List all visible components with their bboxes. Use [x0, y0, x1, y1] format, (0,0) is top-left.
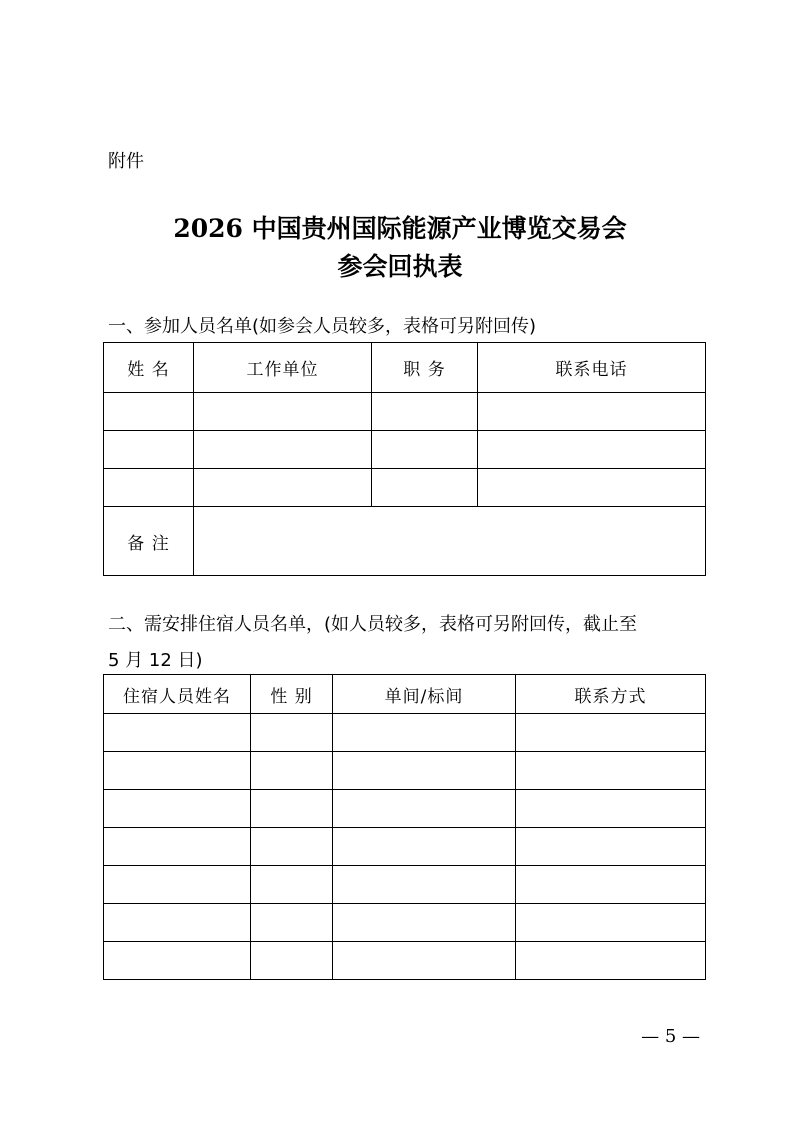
header-guest-name: 住宿人员姓名	[104, 675, 251, 714]
lodging-header-row	[104, 675, 706, 714]
attendee-phone-cell[interactable]	[478, 431, 706, 469]
attendee-phone-cell[interactable]	[478, 469, 706, 507]
lodging-row	[104, 714, 706, 752]
section2-deadline: 5 月 12 日)	[108, 650, 203, 671]
document-title: 2026 中国贵州国际能源产业博览交易会	[173, 214, 627, 243]
attendee-phone-cell[interactable]	[478, 393, 706, 431]
contact-cell[interactable]	[516, 790, 706, 828]
gender-cell[interactable]	[251, 904, 333, 942]
room-type-cell[interactable]	[333, 752, 516, 790]
room-type-cell[interactable]	[333, 866, 516, 904]
room-type-cell[interactable]	[333, 828, 516, 866]
lodging-row	[104, 828, 706, 866]
contact-cell[interactable]	[516, 866, 706, 904]
gender-cell[interactable]	[251, 714, 333, 752]
attendee-name-cell[interactable]	[104, 431, 194, 469]
guest-name-cell[interactable]	[104, 752, 251, 790]
attendee-name-cell[interactable]	[104, 393, 194, 431]
remark-cell[interactable]	[194, 507, 706, 576]
lodging-row	[104, 752, 706, 790]
remark-label: 备 注	[104, 507, 194, 576]
gender-cell[interactable]	[251, 752, 333, 790]
header-contact: 联系方式	[516, 675, 706, 714]
attendee-row	[104, 393, 706, 431]
contact-cell[interactable]	[516, 714, 706, 752]
header-name: 姓 名	[104, 343, 194, 393]
gender-cell[interactable]	[251, 866, 333, 904]
contact-cell[interactable]	[516, 942, 706, 980]
header-position: 职 务	[372, 343, 478, 393]
lodging-row	[104, 904, 706, 942]
gender-cell[interactable]	[251, 790, 333, 828]
attendee-row	[104, 469, 706, 507]
lodging-table	[103, 674, 706, 980]
section2-heading: 二、需安排住宿人员名单，(如人员较多，表格可另附回传，截止至	[108, 614, 638, 635]
guest-name-cell[interactable]	[104, 714, 251, 752]
room-type-cell[interactable]	[333, 714, 516, 752]
guest-name-cell[interactable]	[104, 904, 251, 942]
attendee-unit-cell[interactable]	[194, 393, 372, 431]
lodging-row	[104, 790, 706, 828]
header-phone: 联系电话	[478, 343, 706, 393]
attendee-header-row	[104, 343, 706, 393]
contact-cell[interactable]	[516, 828, 706, 866]
attendee-table	[103, 342, 706, 576]
gender-cell[interactable]	[251, 942, 333, 980]
attendee-row	[104, 431, 706, 469]
lodging-row	[104, 942, 706, 980]
attendee-unit-cell[interactable]	[194, 431, 372, 469]
guest-name-cell[interactable]	[104, 828, 251, 866]
page-number: — 5 —	[641, 1026, 700, 1047]
gender-cell[interactable]	[251, 828, 333, 866]
lodging-row	[104, 866, 706, 904]
attendee-position-cell[interactable]	[372, 469, 478, 507]
guest-name-cell[interactable]	[104, 790, 251, 828]
header-work-unit: 工作单位	[194, 343, 372, 393]
document-subtitle: 参会回执表	[337, 252, 463, 281]
guest-name-cell[interactable]	[104, 942, 251, 980]
guest-name-cell[interactable]	[104, 866, 251, 904]
section1-heading: 一、参加人员名单(如参会人员较多，表格可另附回传)	[108, 316, 537, 337]
attendee-position-cell[interactable]	[372, 393, 478, 431]
attendee-position-cell[interactable]	[372, 431, 478, 469]
room-type-cell[interactable]	[333, 790, 516, 828]
header-room-type: 单间/标间	[333, 675, 516, 714]
room-type-cell[interactable]	[333, 942, 516, 980]
attendee-name-cell[interactable]	[104, 469, 194, 507]
attendee-unit-cell[interactable]	[194, 469, 372, 507]
room-type-cell[interactable]	[333, 904, 516, 942]
contact-cell[interactable]	[516, 904, 706, 942]
remark-row	[104, 507, 706, 576]
contact-cell[interactable]	[516, 752, 706, 790]
header-gender: 性 别	[251, 675, 333, 714]
attachment-label: 附件	[108, 151, 144, 172]
